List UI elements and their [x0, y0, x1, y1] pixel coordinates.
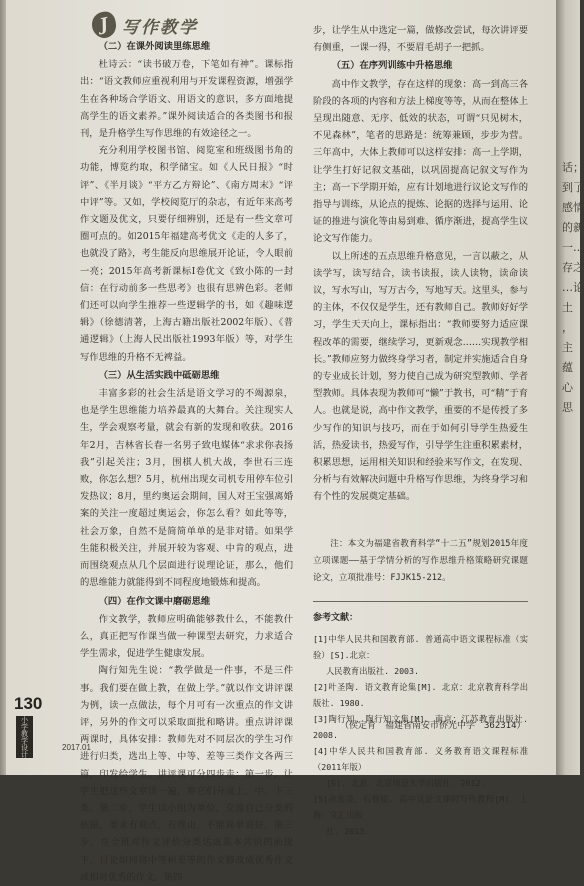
- reference-item: [313, 791, 528, 839]
- section-title: 写作教学: [122, 17, 198, 38]
- left-subheading: （二）在课外阅读里练思维: [98, 41, 211, 52]
- page-edge: [0, 0, 6, 775]
- left-paragraph: 丰富多彩的社会生活是语文学习的不竭源泉，也是学生思维能力培养最真的大舞台。关注现实人生，学会观察考量，就会有新的发现和收获。2016年2月，吉林省长春一名男子致电媒体“求求你表扬我”引起关注；3月，围棋人机大战，李世石三连败，你怎么想？5月，杭州出现女司机专用停车位引发热议；8月，里约奥运会期间，国人对王宝强离婚案的关注一度超过奥运会，你怎么看？如此等等，社会万象，自然不是简简单单的是非对错。如果学生能积极关注，并展开较为客观、中肯的观点，进而围绕观点从几个层面进行说理论证，那么，他们的思维能力就能得到不同程度地锻炼和提高。: [80, 388, 293, 589]
- adjacent-page-fragment: 蕴: [562, 361, 573, 374]
- reference-text: [4]中华人民共和国教育部. 义务教育语文课程标准（2011年版）: [313, 745, 528, 772]
- right-column-body: [313, 22, 528, 506]
- adjacent-page-fragment: 到了: [562, 181, 584, 194]
- issue-date: 2017.01: [62, 743, 91, 752]
- left-paragraph: 作文教学，教师应明确能够教什么，不能教什么，真正把写作课当做一种课型去研究，力求适合学生需求，促进学生健康发展。: [80, 613, 293, 660]
- reference-text: [2]叶圣陶. 语文教育论集[M]. 北京：北京教育科学出版社. 1980.: [313, 681, 528, 708]
- references-heading: 参考文献：: [313, 612, 359, 623]
- adjacent-page-fragment: …论: [562, 281, 584, 294]
- section-header: [92, 12, 198, 38]
- reference-continuation: 人民教育出版社. 2003.: [326, 665, 420, 676]
- reference-item: [313, 743, 528, 791]
- right-column: [313, 22, 528, 839]
- left-subheading: （四）在作文课中磨砺思维: [98, 595, 211, 607]
- page-number: 130: [14, 694, 43, 713]
- reference-continuation: 社. 2013.: [326, 825, 370, 836]
- adjacent-page-fragment: 心: [562, 381, 573, 394]
- right-subheading: （五）在序列训练中升格思维: [331, 60, 453, 72]
- right-paragraph: 步，让学生从中选定一篇，做修改尝试，每次讲评要有侧重，一课一得，不要眉毛胡子一把抓。: [313, 25, 528, 54]
- reference-item: [313, 679, 528, 711]
- journal-spine-label: 小学教学设计: [16, 716, 33, 758]
- left-paragraph: 充分利用学校图书馆、阅览室和班级图书角的功能，博览约取，积学储宝。如《人民日报》“时评”、《半月谈》“平方乙方辩论”、《南方周末》“评中评”等。又如，学校阅览厅的杂志，有近年来高考作文题及优文，只要仔细辨别，还是有一些文章可圈可点的。如2015年福建高考优文《走的人多了，也就没了路》，考生能反向思维展开论证，令人眼前一亮；2015年高考新课标Ⅰ卷优文《致小陈的一封信：在行动前多一些思考》也很有思辨色彩。老师们还可以向学生推荐一些逻辑学的书，如《趣味逻辑》（徐德清著，上海古籍出版社2002年版）、《普通逻辑》（上海人民出版社1993年版）等，对学生写作思维的升格不无裨益。: [80, 145, 293, 363]
- adjacent-page-fragment: 存之: [562, 261, 584, 274]
- adjacent-page: [556, 0, 584, 775]
- reference-item: [313, 631, 528, 679]
- reference-text: [5]俞发亮，石修银. 高中议论文课时写作教程[M]. 上海：文汇出版: [313, 793, 528, 820]
- adjacent-page-fragment: 主: [562, 341, 573, 354]
- references-list: [313, 631, 528, 839]
- section-logo: J: [90, 10, 119, 40]
- adjacent-page-fragment: 思: [562, 401, 573, 414]
- adjacent-page-fragment: 的新: [562, 221, 584, 234]
- adjacent-page-fragment: 话；: [562, 161, 584, 174]
- adjacent-page-fragment: 感情: [562, 201, 584, 214]
- left-subheading: （三）从生活实践中砥砺思维: [98, 369, 220, 381]
- adjacent-page-fragment: ，: [562, 321, 573, 334]
- right-paragraph: 高中作文教学，存在这样的现象：高一到高三各阶段的各项的内容和方法上梯度等等，从而在整体上呈现出随意、无序、低效的状态，可谓“只见树木，不见森林”，笔者的思路是：统筹兼顾，步步为营。三年高中，大体上教师可以这样安排：高一上学期，让学生打好记叙文基础，以巩固提高记叙文写作为主；高一下学期开始，应有计划地进行议论文写作的指导与训练，从论点的提炼、论据的选择与运用、论证的推进与演化等由易到难、循序渐进，提高学生议论文写作能力。: [313, 78, 528, 245]
- adjacent-page-fragment: 土: [562, 301, 573, 314]
- reference-text: [1]中华人民共和国教育部. 普通高中语文课程标准（实验）[S].北京：: [313, 633, 528, 660]
- adjacent-page-fragment: 一…: [562, 241, 584, 254]
- right-paragraph: 以上所述的五点思维升格意见，一言以蔽之，从读学写，读写结合，读书读报，读人读物，读命读议，写水写山，写万古今，写地写天。这里头，参与的主体，不仅仅是学生，还有教师自己。教师好好学习，学生天天向上，课标指出：“教师要努力适应课程改革的需要，继续学习，更新观念……实现教学相长。”教师应努力做终身学习者，制定并实施适合自身的专业成长计划，努力使自己成为研究型教师、学者型教师。具体表现为教师可“懒”于教书，可“精”于育人。也就是说，高中作文教学，重要的不是传授了多少写作的知识与技巧，而在于如何引导学生热爱生活，热爱读书，热爱写作，引导学生注重积累素材，积累思想，运用相关知识和经验来写作文，在发现、分析与有效解决问题中升格写作思维，为终身学习和有个性的发展奠定基础。: [313, 250, 528, 503]
- funding-note: 注：本文为福建省教育科学“十二五”规划2015年度立项课题——基于学情分析的写作思维升格策略研究课题论文，立项批准号：FJJK15-212。: [313, 538, 528, 583]
- left-paragraph: 杜诗云：“读书破万卷，下笔如有神”。课标指出：“语文教师应重视利用与开发课程资源，增强学生在各种场合学语文、用语文的意识，多方面地提高学生的语文素养。”课外阅读适合的各类图书和报刊，是升格学生写作思维的有效途径之一。: [80, 59, 293, 140]
- author-line: （侯定育 福建省南安市侨光中学 362314）: [340, 721, 526, 731]
- reference-text: [3]陶行知. 陶行知文集[M]. 南京：江苏教育出版社. 2008.: [313, 713, 528, 740]
- reference-continuation: [S]. 北京：北京师范大学出版社. 2012.: [326, 777, 486, 788]
- left-column: [80, 37, 293, 886]
- divider: [313, 601, 528, 602]
- left-paragraph: 陶行知先生说：“教学做是一件事，不是三件事。我们要在做上教，在做上学。”就以作文讲评课为例，读一点做法，每个月可有一次重点的作文讲评，另外的作文可以采取面批和略讲。重点讲评课两课时，具体安排：教师先对不同层次的学生习作进行归类，选出上等、中等、差等三类作文各两三篇，印发给学生。讲评课可分四步走：第一步，让学生把这些文章读一遍，将它们分成上、中、下三类。第二步，学生以小组为单位，交流自己分类的依据，要求有观点，有理由，不能简单说好。第三步，在全班对作文评价分类达成基本共识的前提下，讨论如何将中等和差等的作文修改成优秀作文或相对优秀的作文。第四: [80, 665, 293, 883]
